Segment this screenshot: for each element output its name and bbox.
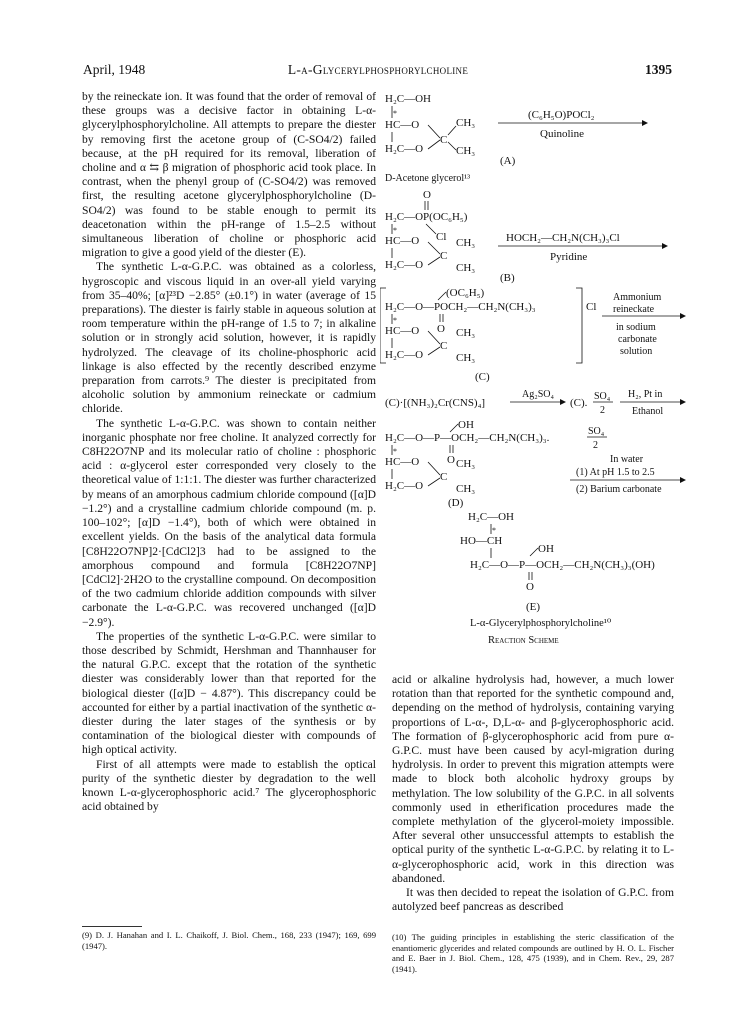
- e-top: H₂C—OH: [468, 511, 515, 523]
- c-top: H₂C—O—POCH₂—CH₂N(CH₃)₃: [385, 301, 536, 313]
- b-cl: Cl: [436, 231, 447, 243]
- b-me-top: CH₃: [456, 237, 476, 249]
- b-o-top: O: [423, 189, 431, 201]
- e-bot: H₂C—O—P—OCH₂—CH₂N(CH₃)₃(OH): [470, 559, 655, 571]
- footnote-9: (9) D. J. Hanahan and I. L. Chaikoff, J. Biol. Chem., 168, 233 (1947); 169, 699 (1947).: [82, 930, 376, 951]
- c-star: *: [393, 316, 397, 325]
- d-mid: HC—O: [385, 456, 420, 468]
- paragraph: It was then decided to repeat the isolation of G.P.C. from autolyzed beef pancreas as described: [392, 886, 674, 914]
- scheme-caption: Reaction Scheme: [488, 635, 559, 646]
- right-column: [392, 673, 674, 914]
- c-c: C: [440, 340, 448, 352]
- step2-condition: Pyridine: [550, 251, 588, 263]
- step3-l4: carbonate: [618, 334, 657, 345]
- step3-l1: Ammonium: [613, 292, 662, 303]
- a-bot: H₂C—O: [385, 143, 424, 155]
- d-me-bot: CH₃: [456, 483, 476, 495]
- header-title: L-α-Glycerylphosphorylcholine: [287, 62, 469, 77]
- linec-mid: (C).: [570, 397, 588, 409]
- d-oh: OH: [458, 419, 474, 431]
- c-me-top: CH₃: [456, 327, 476, 339]
- c-oc6h5: (OC₆H₅): [446, 287, 485, 299]
- step3-l2: reineckate: [613, 304, 655, 315]
- e-name: L-α-Glycerylphosphorylcholine¹⁰: [470, 618, 612, 629]
- d-top: H₂C—O—P—OCH₂—CH₂N(CH₃)₃.: [385, 432, 550, 444]
- step1-reagent: (C₆H₅O)POCl₂: [528, 109, 595, 121]
- paragraph: The synthetic L-α-G.P.C. was shown to contain neither inorganic phosphate nor free choline. It analyzed correctly for C8H22O7NP and its molecular ratio of choline : phosphoric acid : α-glycerol ester corresponded very closely to the theoretical value of 1:1:1. The diester was further characterized by means of an amorphous cadmium chloride compound ([α]D −1.2°) and a crystalline cadmium chloride compound (m. p. 100–102°; [α]D −1.4°), both of which were obtained in excellent yields. On the basis of the analytical data formula [C8H22O7NP]2·[CdCl2]3 had to be assigned to the amorphous compound and formula [C8H22O7NP][CdCl2]·2H2O to the crystalline compound. On decomposition of the two cadmium chloride addition compounds with silver carbonate the L-α-G.P.C. was recovered unchanged ([α]D −2.9°).: [82, 416, 376, 629]
- linec-so4: SO₄: [594, 391, 611, 402]
- d-c: C: [440, 471, 448, 483]
- a-name: D-Acetone glycerol¹³: [385, 173, 471, 184]
- linec-reagent: Ag₂SO₄: [522, 389, 554, 400]
- c-me-bot: CH₃: [456, 352, 476, 364]
- linec-h2: H₂, Pt in: [628, 389, 663, 400]
- footnote-rule: [82, 926, 142, 927]
- e-o: O: [526, 581, 534, 593]
- d-label: (D): [448, 497, 464, 509]
- a-label: (A): [500, 155, 516, 167]
- a-top: H₂C—OH: [385, 93, 432, 105]
- step1-condition: Quinoline: [540, 128, 584, 140]
- step2-reagent: HOCH₂—CH₂N(CH₃)₃Cl: [506, 232, 620, 244]
- d-star: *: [393, 447, 397, 456]
- a-mid: HC—O: [385, 119, 420, 131]
- step4-l1: In water: [610, 454, 644, 465]
- step3-l3: in sodium: [616, 322, 656, 333]
- paragraph: acid or alkaline hydrolysis had, however, a much lower rotation than that reported for the synthetic compound and, depending on the method of hydrolysis, containing varying proportions of L-α-, D,L-α- and β-glycerophosphoric acid. The formation of β-glycerophosphoric acid from pure α-G.P.C. must have been caused by acyl-migration during hydrolysis. In order to prevent this migration attempts were made to block both alcoholic hydroxy groups by methylation. The low solubility of the G.P.C. in all solvents commonly used in etherification procedures made the complete methylation of the glycerol-moiety impossible. After several other unsuccessful attempts to establish the optical purity of the synthetic L-α-G.P.C. by relating it to L-α-glycerophosphoric acid, work in this direction was abandoned.: [392, 673, 674, 885]
- linec-ethanol: Ethanol: [632, 406, 664, 417]
- linec-left: (C)·[(NH₃)₂Cr(CNS)₄]: [385, 397, 486, 409]
- footnote-10: (10) The guiding principles in establishing the steric classification of the enantiomeric glycerides and related compounds are outlined by H. O. L. Fischer and E. Baer in J. Biol. Chem., 128, 475 (1939), and in Chem. Rev., 29, 287 (1941).: [392, 932, 674, 974]
- b-c: C: [440, 250, 448, 262]
- step3-l5: solution: [620, 346, 653, 357]
- e-mid: HO—CH: [460, 535, 503, 547]
- e-label: (E): [526, 601, 541, 613]
- paragraph: The synthetic L-α-G.P.C. was obtained as a colorless, hygroscopic and viscous liquid in an over-all yield varying from 35–40%; [α]²³D −2.85° (±0.1°) in water (average of 15 preparations). The diester is fairly stable in aqueous solution at room temperature within the pH-range of 1.5 to 7; in alkaline solution or in strongly acid solution, however, it is rapidly hydrolyzed. The cleavage of its choline-phosphoric acid linkage is also effected by the recently described enzyme preparation from carrots.⁹ The diester is precipitated from alcoholic solution by ammonium reineckate or cadmium chloride.: [82, 260, 376, 416]
- c-cl: Cl: [586, 301, 597, 313]
- c-o: O: [437, 323, 445, 335]
- e-star: *: [492, 526, 496, 535]
- step4-l3: (2) Barium carbonate: [576, 484, 662, 495]
- c-mid: HC—O: [385, 325, 420, 337]
- b-top: H₂C—OP(OC₆H₅): [385, 211, 468, 223]
- b-bot: H₂C—O: [385, 259, 424, 271]
- a-c: C: [440, 134, 448, 146]
- d-two: 2: [593, 440, 598, 451]
- b-label: (B): [500, 272, 515, 284]
- step4-l2: (1) At pH 1.5 to 2.5: [576, 467, 655, 478]
- d-me-top: CH₃: [456, 458, 476, 470]
- a-star: *: [393, 109, 397, 118]
- e-oh: OH: [538, 543, 554, 555]
- d-so4: SO₄: [588, 426, 605, 437]
- c-label: (C): [475, 371, 490, 383]
- header-page-number: 1395: [645, 62, 672, 77]
- left-column: [82, 90, 376, 814]
- paragraph: by the reineckate ion. It was found that the order of removal of these groups was a decisive factor in obtaining L-α-glycerylphosphorylcholine. All attempts to prepare the diester by removing first the acetone group of (C-SO4/2) failed because, at the pH required for its removal, liberation of choline and α ⇆ β migration of phosphoric acid took place. In contrast, when the phenyl group of (C-SO4/2) was removed first, the resulting acetone glycerylphosphorylcholine (D-SO4/2) was found to be stable enough to permit its deacetonation within the pH-range of 1.5–2.5 without simultaneous liberation of choline or phosphoric acid migration to give a good yield of the diester (E).: [82, 90, 376, 260]
- paragraph: First of all attempts were made to establish the optical purity of the synthetic diester by degradation to the well known L-α-glycerophosphoric acid.⁷ The glycerophosphoric acid obtained by: [82, 757, 376, 814]
- paragraph: The properties of the synthetic L-α-G.P.C. were similar to those described by Schmidt, Hershman and Thannhauser for the natural G.P.C. except that the rotation of the synthetic diester was considerably lower than that reported for the biological diester ([α]D − 4.87°). This discrepancy could be accounted for either by a partial inactivation of the synthetic α-diester during the later stages of the synthesis or by contamination of the biological diester with compounds of high optical activity.: [82, 629, 376, 757]
- a-me-bot: CH₃: [456, 145, 476, 157]
- header-date: April, 1948: [83, 62, 146, 77]
- b-star: *: [393, 226, 397, 235]
- d-bot: H₂C—O: [385, 480, 424, 492]
- linec-two: 2: [600, 405, 605, 416]
- a-me-top: CH₃: [456, 117, 476, 129]
- b-mid: HC—O: [385, 235, 420, 247]
- d-o: O: [447, 454, 455, 466]
- c-bot: H₂C—O: [385, 349, 424, 361]
- reaction-scheme: [380, 88, 690, 668]
- b-me-bot: CH₃: [456, 262, 476, 274]
